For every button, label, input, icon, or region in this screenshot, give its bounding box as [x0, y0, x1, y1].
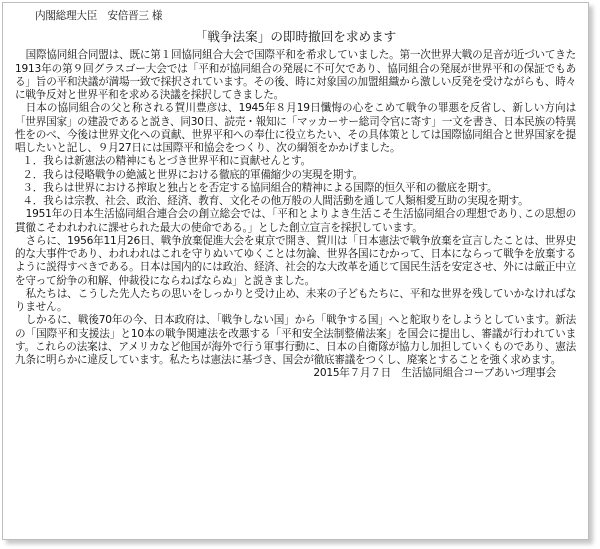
- letter-title: 「戦争法案」の即時撤回を求めます: [194, 29, 397, 45]
- letter-sheet: [2, 2, 589, 540]
- paragraph-our-resolve: 私たちは、こうした先人たちの思いをしっかりと受け止め、未来の子どもたちに、平和な世界を残していかなければなりません。: [15, 287, 576, 313]
- paragraph-1956-rally: さらに、1956年11月26日、戦争放棄促進大会を東京で開き、賀川は「日本憲法で戦争放棄を宣言したことは、世界史的な大事件であり、われわれはこれを守りぬいてゆくことは勿論、世界各国にむかって、日本にならって戦争を放棄するように説得すべきである。日本は国内的には政治、経済、社会的な大改革を通じて国民生活を安定させ、外には厳正中立を守って紛争の和解、仲裁役にならねばならぬ」と説きました。: [15, 234, 576, 287]
- paragraph-ica-history: 国際協同組合同盟は、既に第１回協同組合大会で国際平和を希求していました。第一次世界大戦の足音が近づいてきた1913年の第９回グラスゴー大会では「平和が協同組合の発展に不可欠であり、協同組合の発展が世界平和の保証でもある」旨の平和決議が満場一致で採択されています。その後、時に対象国の加盟組織から激しい反発を受けながらも、時々に戦争反対と世界平和を求める決議を採択してきました。: [15, 49, 576, 101]
- paragraph-demand: しかるに、戦後70年の今、日本政府は、「戦争しない国」から「戦争する国」へと舵取りをしようとしています。新法の「国際平和支援法」と10本の戦争関連法を改悪する「平和安全法制整備法案」を国会に提出し、審議が行われています。これらの法案は、アメリカなど他国が海外で行う軍事行動に、日本の自衛隊が協力し加担していくものであり、憲法九条に明らかに違反しています。私たちは憲法に基づき、国会が徹底審議をつくし、廃案とすることを強く求めます。: [15, 314, 576, 366]
- principle-item: ３．我らは世界における搾取と独占とを否定する協同組合的精神による国際的恒久平和の徹底を期す。: [22, 181, 498, 194]
- principle-item: １．我らは新憲法の精神にもとづき世界平和に貢献せんとす。: [22, 155, 311, 168]
- paragraph-kagawa: 日本の協同組合の父と称される賀川豊彦は、1945年８月19日懺悔の心をこめて戦争の罪悪を反省し、新しい方向は「世界国家」の建設であると説き、同30日、読売・報知に「マッカーサー総司令官に寄す」一文を書き、日本民族の特異性をのべ、今後は世界文化への貢献、世界平和への奉仕に役立ちたい、その具体策としては国際協同組合と世界国家を提唱したいと記し、９月27日には国際平和協会をつくり、次の綱領をかかげました。: [15, 102, 576, 154]
- principle-item: ４．我らは宗教、社会、政治、経済、教育、文化その他万般の人間活動を通して人類相愛互助の実現を期す。: [22, 195, 529, 207]
- paragraph-1951-declaration: 1951年の日本生活協同組合連合会の創立総会では、「平和とよりよき生活こそ生活協同組合の理想であり､この思想の貫徹こそわれわれに課せられた最大の使命である。」とした創立宣言を採択しています。: [15, 208, 576, 234]
- principles-list: [15, 155, 576, 208]
- principle-item: ２．我らは侵略戦争の絶滅と世界における徹底的軍備縮少の実現を期す。: [22, 168, 363, 181]
- signature-line: 2015年７月７日 生活協同組合コープあいづ理事会: [313, 367, 556, 380]
- addressee: 内閣総理大臣 安倍晋三 様: [35, 10, 163, 22]
